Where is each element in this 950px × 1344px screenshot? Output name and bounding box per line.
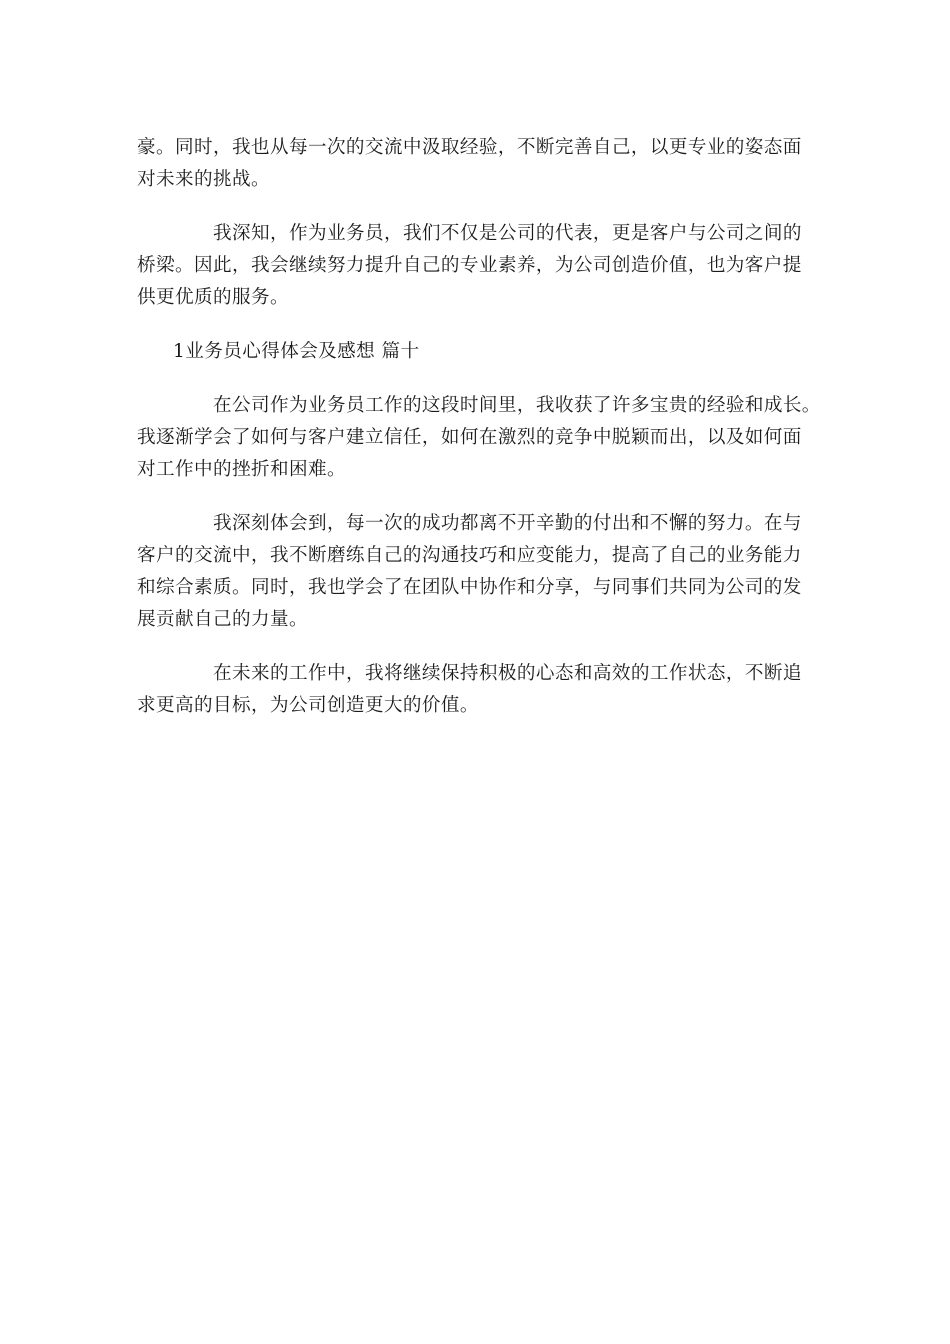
paragraph <box>137 132 813 196</box>
paragraph <box>137 390 821 486</box>
paragraph <box>137 218 813 314</box>
paragraph-line: 豪。同时，我也从每一次的交流中汲取经验，不断完善自己，以更专业的姿态面 <box>137 137 802 158</box>
paragraph-line: 在未来的工作中，我将继续保持积极的心态和高效的工作状态，不断追 <box>213 663 802 684</box>
paragraph-line: 桥梁。因此，我会继续努力提升自己的专业素养，为公司创造价值，也为客户提 <box>137 255 802 276</box>
section-heading: 1业务员心得体会及感想 篇十 <box>173 341 420 362</box>
paragraph-line: 对工作中的挫折和困难。 <box>137 459 346 480</box>
paragraph-line: 我深知，作为业务员，我们不仅是公司的代表，更是客户与公司之间的 <box>213 223 802 244</box>
paragraph <box>137 508 813 636</box>
paragraph-line: 客户的交流中，我不断磨练自己的沟通技巧和应变能力，提高了自己的业务能力 <box>137 545 802 566</box>
paragraph-line: 供更优质的服务。 <box>137 287 289 308</box>
paragraph-line: 在公司作为业务员工作的这段时间里，我收获了许多宝贵的经验和成长。 <box>213 395 821 416</box>
paragraph-line: 我深刻体会到，每一次的成功都离不开辛勤的付出和不懈的努力。在与 <box>213 513 802 534</box>
paragraph-line: 对未来的挑战。 <box>137 169 270 190</box>
paragraph-line: 我逐渐学会了如何与客户建立信任，如何在激烈的竞争中脱颖而出，以及如何面 <box>137 427 802 448</box>
paragraph-line: 和综合素质。同时，我也学会了在团队中协作和分享，与同事们共同为公司的发 <box>137 577 802 598</box>
document-body <box>137 132 821 744</box>
paragraph-line: 展贡献自己的力量。 <box>137 609 308 630</box>
paragraph <box>137 658 813 722</box>
paragraph-line: 求更高的目标，为公司创造更大的价值。 <box>137 695 479 716</box>
